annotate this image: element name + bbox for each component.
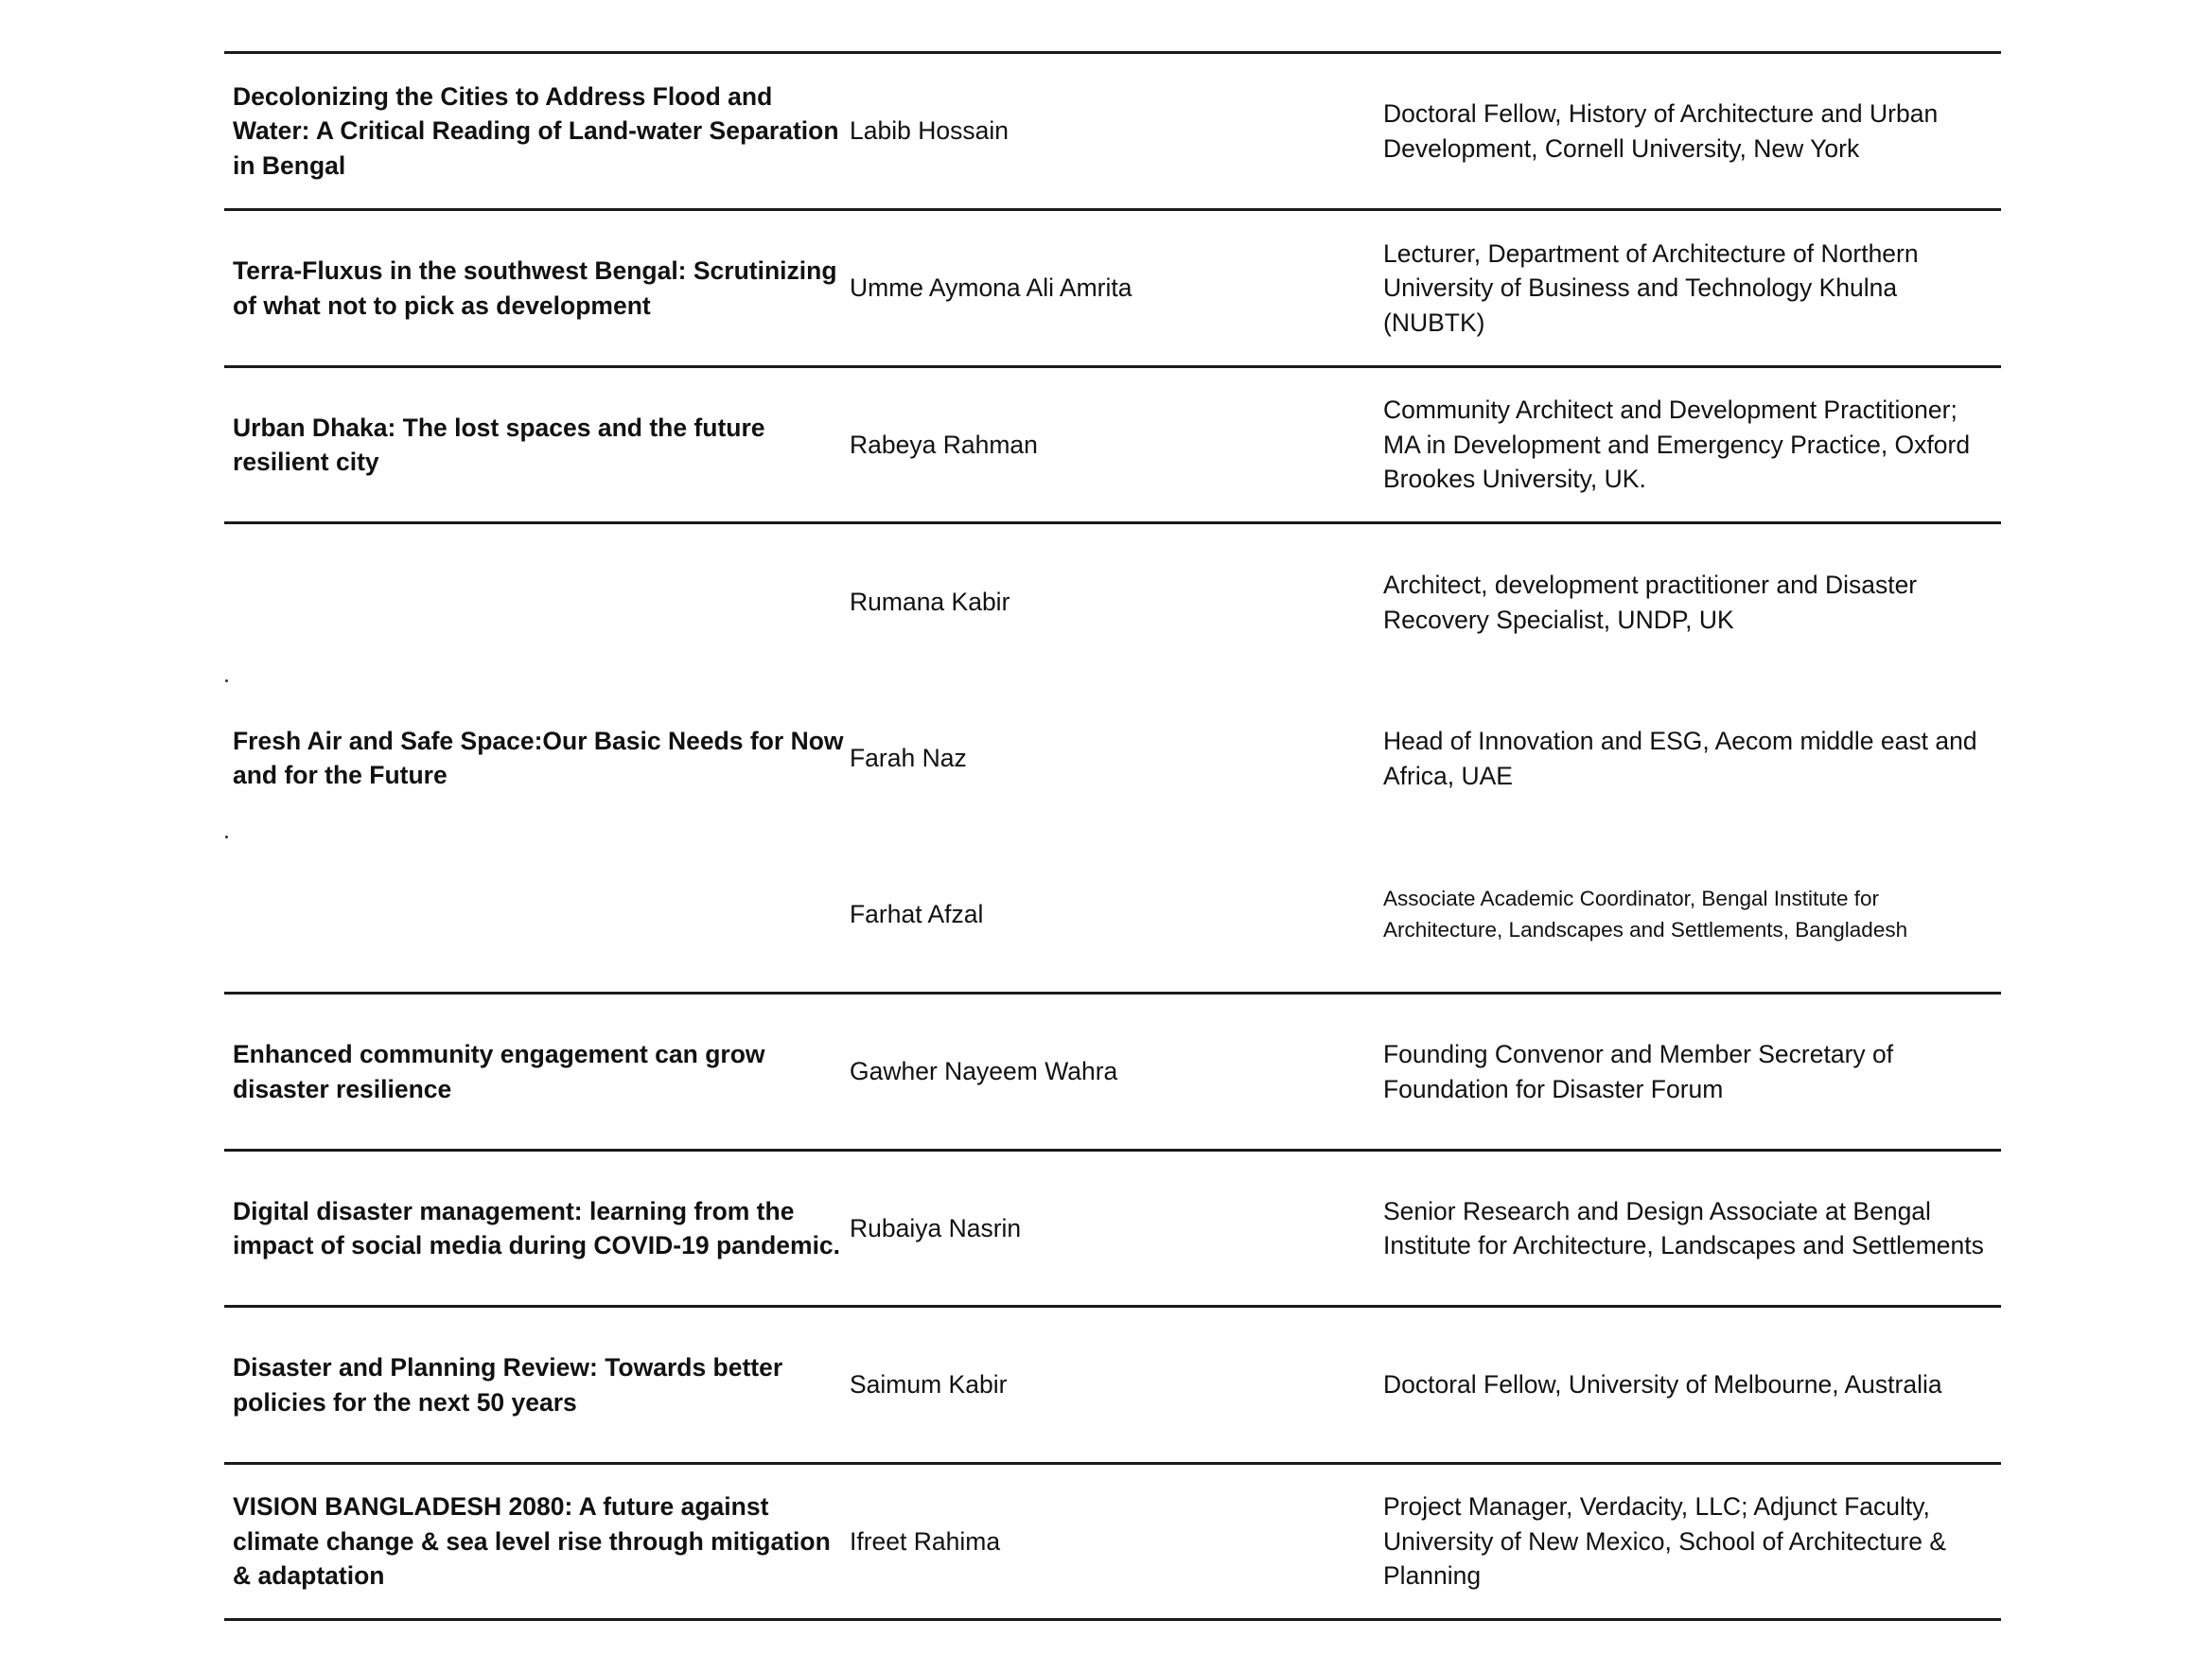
table-rule — [224, 1618, 2001, 1621]
speaker-affiliation: Associate Academic Coordinator, Bengal Institute for Architecture, Landscapes and Settlements, Bangladesh — [1383, 887, 1908, 942]
speaker-affiliation: Architect, development practitioner and Disaster Recovery Specialist, UNDP, UK — [1383, 571, 1918, 634]
table-row — [233, 524, 848, 992]
speaker-name-cell — [850, 1465, 1361, 1618]
talk-title: Urban Dhaka: The lost spaces and the future resilient city — [233, 413, 765, 476]
talk-title: Digital disaster management: learning from the impact of social media during COVID-19 pandemic. — [233, 1196, 841, 1259]
speaker-name: Rubaiya Nasrin — [850, 1213, 1022, 1242]
speaker-name: Rumana Kabir — [850, 588, 1010, 617]
speaker-affiliation-cell — [1383, 995, 2000, 1149]
speaker-name-cell — [850, 680, 1361, 836]
speaker-affiliation: Lecturer, Department of Architecture of Northern University of Business and Technology Khulna (NUBTK) — [1383, 238, 1919, 337]
stray-mark — [225, 836, 228, 838]
speaker-name-cell — [850, 1152, 1361, 1305]
speaker-name: Farhat Afzal — [850, 899, 984, 928]
table-row — [233, 1308, 848, 1462]
speaker-name-cell — [850, 1308, 1361, 1462]
talk-title: Decolonizing the Cities to Address Flood and Water: A Critical Reading of Land-water Separation in Bengal — [233, 81, 839, 180]
speaker-affiliation: Senior Research and Design Associate at Bengal Institute for Architecture, Landscapes and Settlements — [1383, 1196, 1984, 1259]
speaker-name-cell — [850, 211, 1361, 365]
speaker-affiliation: Founding Convenor and Member Secretary of Foundation for Disaster Forum — [1383, 1040, 1894, 1103]
speaker-name-cell — [850, 368, 1361, 521]
speaker-name: Gawher Nayeem Wahra — [850, 1057, 1118, 1086]
speaker-affiliation-cell — [1383, 211, 2000, 365]
talk-title: Enhanced community engagement can grow disaster resilience — [233, 1040, 765, 1103]
speaker-name: Farah Naz — [850, 744, 967, 773]
table-row — [233, 54, 848, 208]
table-row — [233, 1465, 848, 1618]
table-row — [233, 368, 848, 521]
speaker-affiliation-cell — [1383, 836, 2000, 992]
speaker-name-cell — [850, 54, 1361, 208]
talk-title: Fresh Air and Safe Space:Our Basic Needs for Now and for the Future — [233, 726, 844, 789]
talk-title: Terra-Fluxus in the southwest Bengal: Scrutinizing of what not to pick as development — [233, 256, 837, 320]
speaker-name-cell — [850, 524, 1361, 680]
table-row — [233, 1152, 848, 1305]
speaker-affiliation-cell — [1383, 1308, 2000, 1462]
speaker-affiliation: Project Manager, Verdacity, LLC; Adjunct Faculty, University of New Mexico, School of Architecture & Planning — [1383, 1492, 1947, 1591]
speaker-affiliation: Doctoral Fellow, History of Architecture and Urban Development, Cornell University, New York — [1383, 99, 1939, 163]
speaker-name: Saimum Kabir — [850, 1370, 1008, 1400]
stray-mark — [225, 679, 228, 682]
speaker-affiliation-cell — [1383, 1465, 2000, 1618]
speaker-affiliation-cell — [1383, 368, 2000, 521]
speaker-affiliation-cell — [1383, 680, 2000, 836]
speaker-affiliation: Community Architect and Development Practitioner; MA in Development and Emergency Practice, Oxford Brookes University, UK. — [1383, 396, 1971, 494]
talk-title: VISION BANGLADESH 2080: A future against climate change & sea level rise through mitigation & adaptation — [233, 1492, 831, 1591]
speaker-affiliation-cell — [1383, 54, 2000, 208]
table-row — [233, 995, 848, 1149]
speaker-name-cell — [850, 995, 1361, 1149]
speaker-name-cell — [850, 836, 1361, 992]
table-row — [233, 211, 848, 365]
speaker-affiliation: Head of Innovation and ESG, Aecom middle east and Africa, UAE — [1383, 727, 1977, 790]
speaker-name: Rabeya Rahman — [850, 430, 1038, 459]
talk-title: Disaster and Planning Review: Towards better policies for the next 50 years — [233, 1353, 783, 1417]
speaker-name: Ifreet Rahima — [850, 1526, 1001, 1556]
speaker-affiliation-cell — [1383, 1152, 2000, 1305]
speaker-affiliation: Doctoral Fellow, University of Melbourne, Australia — [1383, 1370, 1942, 1400]
speaker-name: Umme Aymona Ali Amrita — [850, 273, 1132, 303]
speaker-affiliation-cell — [1383, 524, 2000, 680]
speaker-name: Labib Hossain — [850, 116, 1009, 146]
